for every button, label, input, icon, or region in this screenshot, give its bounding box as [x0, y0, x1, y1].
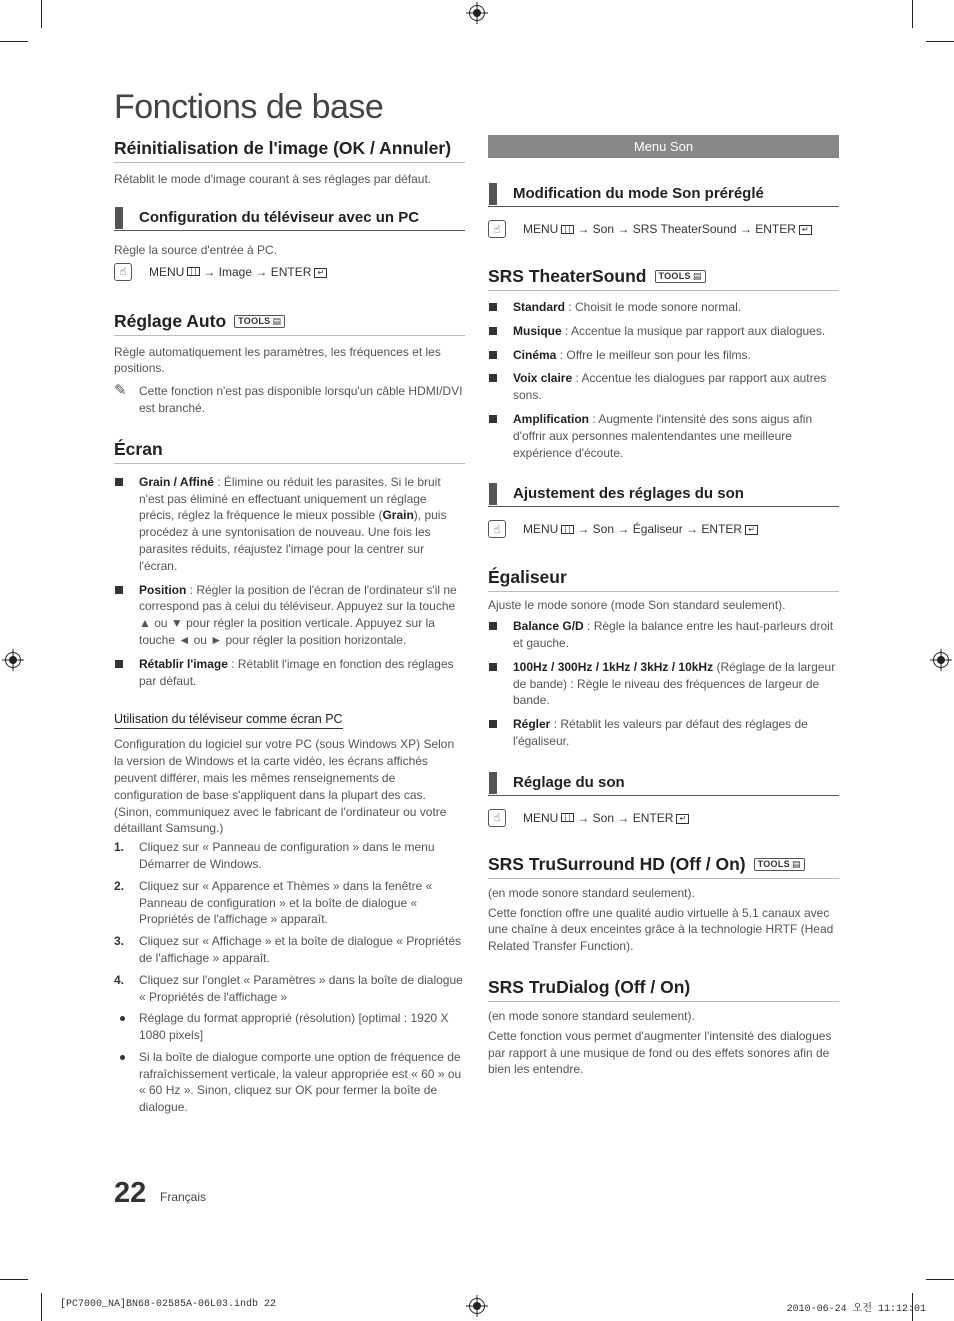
section-title-screen: Écran — [114, 439, 465, 464]
tools-icon: ▤ — [692, 271, 702, 281]
list-item: Régler : Rétablit les valeurs par défaut des réglages de l'égaliseur. — [488, 716, 839, 750]
tools-badge: TOOLS ▤ — [234, 315, 285, 328]
auto-text: Règle automatiquement les paramètres, les fréquences et les positions. — [114, 344, 441, 376]
list-item: Musique : Accentue la musique par rapport aux dialogues. — [488, 323, 839, 340]
trudialog-note: (en mode sonore standard seulement). — [488, 1008, 695, 1023]
pc-config-text: Règle la source d'entrée à PC. — [114, 242, 278, 257]
menu-label: MENU — [523, 222, 559, 236]
bullet-icon — [488, 411, 513, 461]
list-item: Si la boîte de dialogue comporte une option de fréquence de rafraîchissement verticale, la valeur appropriée est « 60 » ou « 60 Hz ». Sinon, cliquez sur OK pour fermer la boîte de dialogue. — [114, 1049, 465, 1116]
enter-icon: ↵ — [314, 268, 327, 278]
crop-mark — [926, 1279, 954, 1280]
bullet-icon — [488, 323, 513, 340]
left-column — [114, 138, 465, 1116]
page-number: 22 — [114, 1177, 147, 1209]
print-slug-right: 2010-06-24 오전 11:12:01 — [786, 1304, 926, 1315]
tools-icon: ▤ — [272, 315, 282, 326]
crop-mark — [41, 1293, 42, 1321]
menu-grid-icon — [561, 813, 574, 822]
trudialog-text: Cette fonction vous permet d'augmenter l'intensité des dialogues par rapport à une musique de fond ou des effets sonores afin de bien les entendre. — [488, 1028, 832, 1077]
list-item: Cinéma : Offre le meilleur son pour les films. — [488, 347, 839, 364]
bullet-icon — [488, 347, 513, 364]
step-item: 4. Cliquez sur l'onglet « Paramètres » dans la boîte de dialogue « Propriétés de l'affichage » — [114, 972, 463, 1004]
section-title-mode: Modification du mode Son préréglé — [488, 185, 839, 207]
menu-label: MENU — [523, 810, 559, 825]
menu-label: MENU — [523, 522, 559, 537]
tools-icon: ▤ — [791, 858, 801, 869]
crop-mark — [41, 0, 42, 28]
crop-mark — [0, 1279, 28, 1280]
remote-hand-icon: ☝ — [488, 220, 506, 238]
bullet-icon — [114, 474, 139, 575]
section-title-sound: Réglage du son — [488, 774, 839, 796]
screen-list — [114, 474, 465, 690]
menu-grid-icon — [187, 267, 200, 276]
step-item: 1. Cliquez sur « Panneau de configuration » dans le menu Démarrer de Windows. — [114, 840, 435, 871]
remote-hand-icon: ☝ — [114, 263, 132, 281]
section-title-trusurround — [488, 854, 839, 879]
list-item: Amplification : Augmente l'intensité des sons aigus afin d'offrir aux personnes malentendantes une meilleure expérience d'écoute. — [488, 411, 839, 461]
menu-path — [488, 220, 839, 238]
trusurround-title-text: SRS TruSurround HD (Off / On) — [488, 853, 746, 874]
section-title-eq: Égaliseur — [488, 567, 839, 592]
steps-list — [114, 839, 465, 1116]
section-title-pc-config: Configuration du téléviseur avec un PC — [114, 209, 465, 231]
list-item: Grain / Affiné : Élimine ou réduit les parasites. Si le bruit n'est pas éliminé en effectuant uniquement un réglage précis, réglez la fréquence le mieux possible (Grain), puis procédez à une syntonisation de nouveau. Une fois les parasites réduits, réajustez l'image pour la centrer sur l'écran. — [114, 474, 465, 575]
theater-list — [488, 299, 839, 461]
list-item: Rétablir l'image : Rétablit l'image en fonction des réglages par défaut. — [114, 656, 465, 690]
bullet-icon — [488, 716, 513, 750]
crop-mark — [926, 41, 954, 42]
registration-mark-icon — [933, 652, 949, 668]
registration-mark-icon — [5, 652, 21, 668]
bullet-icon — [488, 370, 513, 404]
list-item: Position : Régler la position de l'écran de l'ordinateur s'il ne correspond pas à celui du téléviseur. Appuyez sur la touche ▲ ou ▼ pour régler la position verticale. Appuyez sur la touche ◄ ou ► pour régler la position horizontale. — [114, 582, 465, 649]
menu-label: MENU — [149, 264, 185, 279]
reset-text: Rétablit le mode d'image courant à ses réglages par défaut. — [114, 172, 432, 186]
registration-mark-icon — [469, 5, 485, 21]
list-item: Voix claire : Accentue les dialogues par rapport aux autres sons. — [488, 370, 839, 404]
step-item: 3. Cliquez sur « Affichage » et la boîte de dialogue « Propriétés de l'affichage » apparaît. — [114, 934, 461, 965]
menu-grid-icon — [561, 525, 574, 534]
trusurround-text: Cette fonction offre une qualité audio virtuelle à 5.1 canaux avec une chaîne à deux enceintes grâce à la technologie HRTF (Head Related Transfer Function). — [488, 905, 834, 954]
menu-grid-icon — [561, 225, 574, 234]
pencil-icon: ✎ — [114, 382, 127, 400]
note — [114, 383, 465, 417]
bullet-icon — [114, 1049, 139, 1116]
subsection-title-pc-screen: Utilisation du téléviseur comme écran PC — [114, 712, 343, 729]
trusurround-note: (en mode sonore standard seulement). — [488, 885, 695, 900]
crop-mark — [0, 41, 28, 42]
eq-list — [488, 618, 839, 750]
page-title: Fonctions de base — [114, 88, 384, 126]
eq-text: Ajuste le mode sonore (mode Son standard seulement). — [488, 598, 786, 613]
list-item: Standard : Choisit le mode sonore normal. — [488, 299, 839, 316]
list-item: Balance G/D : Règle la balance entre les haut-parleurs droit et gauche. — [488, 618, 839, 652]
step-item: 2. Cliquez sur « Apparence et Thèmes » dans la fenêtre « Panneau de configuration » et la boîte de dialogue « Propriétés de l'affichage » apparaît. — [114, 878, 433, 927]
footer-language: Français — [160, 1190, 207, 1204]
section-title-reset: Réinitialisation de l'image (OK / Annuler) — [114, 138, 465, 163]
enter-icon: ↵ — [745, 525, 758, 535]
tools-badge: TOOLS ▤ — [754, 858, 805, 871]
registration-mark-icon — [469, 1298, 485, 1314]
print-slug-left: [PC7000_NA]BN68-02585A-06L03.indb 22 — [60, 1299, 277, 1310]
menu-path-text: → Son → SRS TheaterSound → ENTER — [577, 222, 796, 236]
right-column — [488, 135, 839, 1078]
bullet-icon — [114, 656, 139, 690]
tools-badge: TOOLS ▤ — [655, 270, 706, 283]
enter-icon: ↵ — [676, 814, 689, 824]
bullet-icon — [114, 1010, 139, 1044]
remote-hand-icon: ☝ — [488, 520, 506, 538]
list-item: 100Hz / 300Hz / 1kHz / 3kHz / 10kHz (Réglage de la largeur de bande) : Règle le niveau des fréquences de largeur de bande. — [488, 659, 839, 709]
section-title-theater — [488, 266, 839, 291]
menu-path-text: → Son → Égaliseur → ENTER — [577, 522, 743, 537]
pc-screen-text: Configuration du logiciel sur votre PC (sous Windows XP) Selon la version de Windows et la carte vidéo, les écrans affichés peuvent différer, mais les mêmes renseignements de configuration de base s'appliquent dans la plupart des cas. (Sinon, communiquez avec le fabricant de l'ordinateur ou votre détaillant Samsung.) — [114, 737, 455, 836]
bullet-icon — [488, 659, 513, 709]
bullet-icon — [114, 582, 139, 649]
bullet-icon — [488, 618, 513, 652]
menu-path-text: → Image → ENTER — [203, 264, 312, 279]
section-title-adjust: Ajustement des réglages du son — [488, 485, 839, 507]
list-item: Réglage du format approprié (résolution) [optimal : 1920 X 1080 pixels] — [114, 1010, 465, 1044]
crop-mark — [912, 0, 913, 28]
menu-path — [114, 263, 465, 281]
section-banner: Menu Son — [488, 135, 839, 158]
theater-title-text: SRS TheaterSound — [488, 266, 647, 286]
note-text: Cette fonction n'est pas disponible lorsqu'un câble HDMI/DVI est branché. — [139, 384, 463, 415]
auto-title-text: Réglage Auto — [114, 310, 227, 331]
menu-path — [488, 809, 839, 827]
remote-hand-icon: ☝ — [488, 809, 506, 827]
bullet-icon — [488, 299, 513, 316]
menu-path — [488, 520, 839, 538]
section-title-trudialog: SRS TruDialog (Off / On) — [488, 977, 839, 1002]
menu-path-text: → Son → ENTER — [577, 810, 674, 825]
section-title-auto — [114, 311, 465, 336]
enter-icon: ↵ — [799, 225, 812, 235]
